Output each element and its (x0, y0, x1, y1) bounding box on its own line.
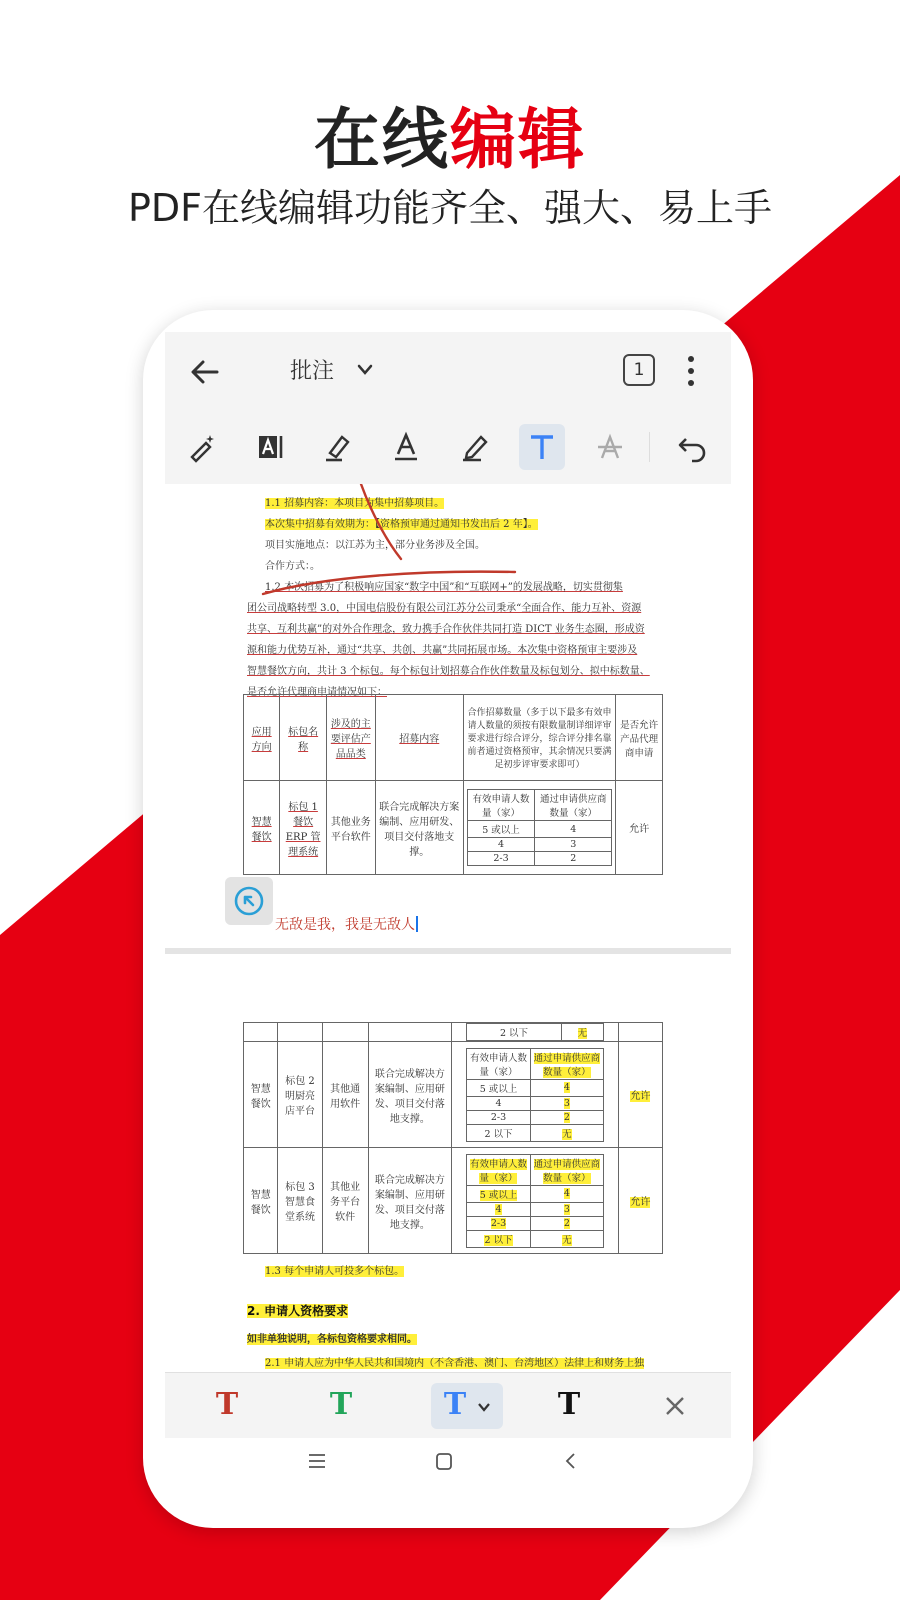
menu-lines-icon[interactable] (306, 1450, 328, 1472)
doc-line-9: 智慧餐饮方向，共计 3 个标包。每个标包计划招募合作伙伴数量及标包划分、拟中标数量、 (247, 666, 650, 677)
system-nav-bar (165, 1438, 731, 1482)
table-cell: 标包 1 餐饮 ERP 管理系统 (280, 781, 327, 875)
back-chevron-icon[interactable] (560, 1450, 582, 1472)
strikethrough-icon (594, 431, 626, 463)
text-underline-icon (390, 431, 422, 463)
doc-line-1: 1.1 招募内容：本项目为集中招募项目。 (265, 498, 445, 509)
chevron-down-icon[interactable] (355, 362, 375, 378)
undo-icon (676, 431, 708, 463)
table-cell: 其他业务平台软件 (322, 1148, 368, 1254)
table-cell: 联合完成解决方案编制、应用研发、项目交付落地支撑。 (368, 1042, 451, 1148)
quota-header: 通过申请供应商数量（家） (531, 1048, 604, 1079)
quota-cell (463, 781, 615, 875)
page-count-button[interactable]: 1 (623, 354, 655, 386)
quota-cell: 无 (562, 1024, 604, 1041)
close-icon[interactable] (660, 1391, 690, 1421)
quota-cell: 4 (467, 838, 534, 852)
text-box-icon (254, 431, 286, 463)
highlighter-tool[interactable] (315, 424, 361, 470)
doc-line-10: 是否允许代理商申请情况如下： (247, 687, 387, 698)
chevron-down-icon[interactable] (477, 1401, 491, 1413)
table-header: 标包名称 (280, 695, 327, 781)
text-tool[interactable] (519, 424, 565, 470)
table-cell: 其他业务平台软件 (326, 781, 375, 875)
table-cell: 标包 2 明厨亮店平台 (278, 1042, 322, 1148)
strikethrough-tool[interactable] (587, 424, 633, 470)
undo-tool[interactable] (669, 424, 715, 470)
app-screen (165, 332, 731, 1482)
quota-cell: 2-3 (467, 852, 534, 866)
section-heading: 2. 申请人资格要求 (247, 1304, 349, 1318)
arrow-up-left-circle-icon (233, 885, 265, 917)
table-cell: 智慧餐饮 (244, 1042, 278, 1148)
marker-tool[interactable] (452, 424, 498, 470)
text-tool-icon (526, 431, 558, 463)
headline-black: 在线 (314, 101, 450, 178)
quota-header: 通过申请供应商数量（家） (535, 790, 612, 821)
text-style-black[interactable]: T (557, 1387, 581, 1422)
magic-pen-icon (186, 431, 218, 463)
table-header: 合作招募数量（多于以下最多有效申请人数量的须按有限数量制详细评审要求进行综合评分，综合评分排名靠前者通过资格预审，其余情况只要满足初步评审要求即可） (463, 695, 615, 781)
quota-cell: 2 (535, 852, 612, 866)
table-cell: 智慧餐饮 (244, 1148, 278, 1254)
quota-header: 有效申请人数量（家） (467, 790, 534, 821)
doc-line-6: 团公司战略转型 3.0，中国电信股份有限公司江苏分公司秉承“全面合作、能力互补、资源 (247, 603, 642, 614)
table-header: 是否允许产品代理商申请 (616, 695, 663, 781)
page-separator (165, 948, 731, 954)
home-square-icon[interactable] (433, 1450, 455, 1472)
text-style-red[interactable]: T (215, 1387, 239, 1422)
table-header: 招募内容 (375, 695, 463, 781)
highlighter-icon (322, 431, 354, 463)
table-cell: 允许 (616, 781, 663, 875)
doc-last-line: 2.1 申请人应为中华人民共和国境内（不含香港、澳门、台湾地区）法律上和财务上独 (265, 1358, 645, 1369)
table-cell: 联合完成解决方案编制、应用研发、项目交付落地支撑。 (368, 1148, 451, 1254)
doc-line-8: 源和能力优势互补，通过“共享、共创、共赢”共同拓展市场。本次集中资格预审主要涉及 (247, 645, 638, 656)
table-cell: 允许 (618, 1148, 662, 1254)
pdf-document-view[interactable] (165, 484, 731, 1372)
text-box-tool[interactable] (247, 424, 293, 470)
section-note: 如非单独说明，各标包资格要求相同。 (247, 1334, 417, 1345)
table-cell: 标包 3 智慧食堂系统 (278, 1148, 322, 1254)
annotation-toolbar (165, 410, 731, 485)
doc-line-3: 项目实施地点：以江苏为主，部分业务涉及全国。 (265, 540, 485, 551)
quota-cell: 2 以下 (466, 1024, 561, 1041)
headline-red: 编辑 (450, 101, 586, 178)
text-style-green[interactable]: T (329, 1387, 353, 1422)
quota-cell: 4 (535, 821, 612, 838)
text-style-bar (165, 1372, 731, 1439)
text-cursor (416, 916, 418, 932)
floating-tool-button[interactable] (225, 877, 273, 925)
table-header: 涉及的主要评估产品品类 (326, 695, 375, 781)
table-cell: 智慧餐饮 (244, 781, 280, 875)
promo-headline (0, 100, 900, 180)
doc-line-5: 1.2 本次招募为了积极响应国家“数字中国”和“互联网+”的发展战略，切实贯彻集 (265, 582, 623, 593)
quota-header: 有效申请人数量（家） (466, 1048, 530, 1079)
doc-line-4: 合作方式：。 (265, 561, 320, 572)
marker-icon (459, 431, 491, 463)
table-cell: 其他通用软件 (322, 1042, 368, 1148)
table-packages-2: 2 以下 无 智慧餐饮 标包 2 明厨亮店平台 其他通用软件 联合完成解决方案编制、应用研发、项目交付落地支撑。 有效申请人数量（家） 通过申请供应商数量（家） 5 或以上 4 4 3 2-3 2 2 以下 无 允许 智慧餐饮 标包 3 智慧食堂系统 其他业务平台软件 联合完成解决方案编制、应用研发、项目交付落地支撑。 有效申请人数量（家） 通过申请供应商数量（家） 5 或以上 4 4 3 2-3 2 2 以下 无 允许 (243, 1022, 663, 1254)
doc-line-2: 本次集中招募有效期为：【资格预审通过通知书发出后 2 年】。 (265, 519, 538, 530)
ink-annotation (165, 484, 731, 704)
toolbar-divider (649, 432, 650, 462)
quota-cell: 5 或以上 (467, 821, 534, 838)
table-cell: 允许 (618, 1042, 662, 1148)
phone-frame (143, 310, 753, 1528)
text-style-blue[interactable]: T (443, 1387, 467, 1422)
magic-pen-tool[interactable] (179, 424, 225, 470)
arrow-left-icon[interactable] (185, 352, 225, 392)
typed-text-annotation[interactable]: 无敌是我，我是无敌人 (275, 914, 418, 934)
promo-subline: PDF在线编辑功能齐全、强大、易上手 (127, 186, 773, 230)
quota-cell: 3 (535, 838, 612, 852)
doc-line-7: 共享、互利共赢”的对外合作理念，致力携手合作伙伴共同打造 DICT 业务生态圈，形成资 (247, 624, 645, 635)
table-cell: 联合完成解决方案编制、应用研发、项目交付落地支撑。 (375, 781, 463, 875)
doc-note: 1.3 每个申请人可投多个标包。 (265, 1266, 405, 1277)
table-packages-1 (243, 694, 663, 875)
underline-tool[interactable] (383, 424, 429, 470)
app-bar (165, 332, 731, 410)
more-vertical-icon[interactable] (687, 354, 695, 388)
mode-title[interactable]: 批注 (290, 359, 335, 384)
table-header: 应用方向 (244, 695, 280, 781)
